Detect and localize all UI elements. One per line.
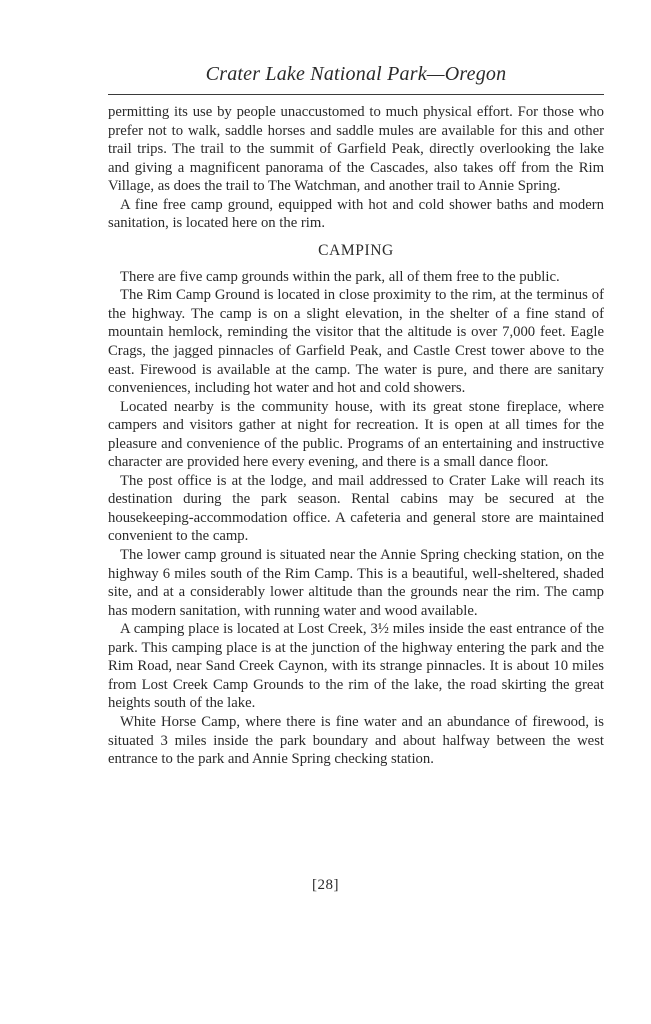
paragraph-continued: permitting its use by people unaccustomed to much physical effort. For those who prefer not to walk, saddle horses and saddle mules are available for this and other trail trips. The trail to the summit of Garfield Peak, directly overlooking the lake and giving a magnificent panorama of the Cascades, also takes off from the Rim Village, as does the trail to The Watchman, and another trail to Annie Spring. [108, 104, 604, 195]
body-text [108, 103, 604, 769]
paragraph-lower-camp: The lower camp ground is situated near the Annie Spring checking station, on the highway 6 miles south of the Rim Camp. This is a beautiful, well-sheltered, shaded site, and at a considerably lower altitude than the grounds near the rim. The camp has modern sanitation, with running water and wood available. [108, 547, 604, 619]
section-heading-camping: CAMPING [318, 241, 394, 259]
paragraph-post-office: The post office is at the lodge, and mail addressed to Crater Lake will reach its destination during the park season. Rental cabins may be secured at the housekeeping-accommodation office. A cafeteria and general store are maintained convenient to the camp. [108, 472, 604, 545]
paragraph-five-camps: There are five camp grounds within the park, all of them free to the public. [120, 268, 560, 285]
page [108, 60, 604, 769]
running-head: Crater Lake National Park—Oregon [205, 63, 507, 85]
paragraph-lost-creek: A camping place is located at Lost Creek, 3½ miles inside the east entrance of the park. This camping place is at the junction of the highway entering the park and the Rim Road, near Sand Creek Caynon, with its strange pinnacles. It is about 10 miles from Lost Creek Camp Grounds to the rim of the lake, the road skirting the great heights south of the lake. [108, 621, 604, 712]
paragraph-camp-ground: A fine free camp ground, equipped with hot and cold shower baths and modern sanitation, is located here on the rim. [108, 196, 604, 232]
paragraph-community-house: Located nearby is the community house, with its great stone fireplace, where campers and visitors gather at night for recreation. It is open at all times for the pleasure and convenience of the public. Programs of an entertaining and instructive character are provided here every evening, and there is a small dance floor. [108, 398, 604, 471]
paragraph-rim-camp: The Rim Camp Ground is located in close proximity to the rim, at the terminus of the highway. The camp is on a slight elevation, in the shelter of a fine stand of mountain hemlock, reminding the visitor that the altitude is over 7,000 feet. Eagle Crags, the jagged pinnacles of Garfield Peak, and Castle Crest tower above to the east. Firewood is available at the camp. The water is pure, and there are sanitary conveniences, including hot water and hot and cold showers. [108, 287, 604, 397]
header-rule [108, 94, 604, 95]
page-number: [28] [312, 877, 339, 893]
paragraph-white-horse: White Horse Camp, where there is fine water and an abundance of firewood, is situated 3 miles inside the park boundary and about halfway between the west entrance to the park and Annie Spring checking station. [108, 713, 604, 768]
